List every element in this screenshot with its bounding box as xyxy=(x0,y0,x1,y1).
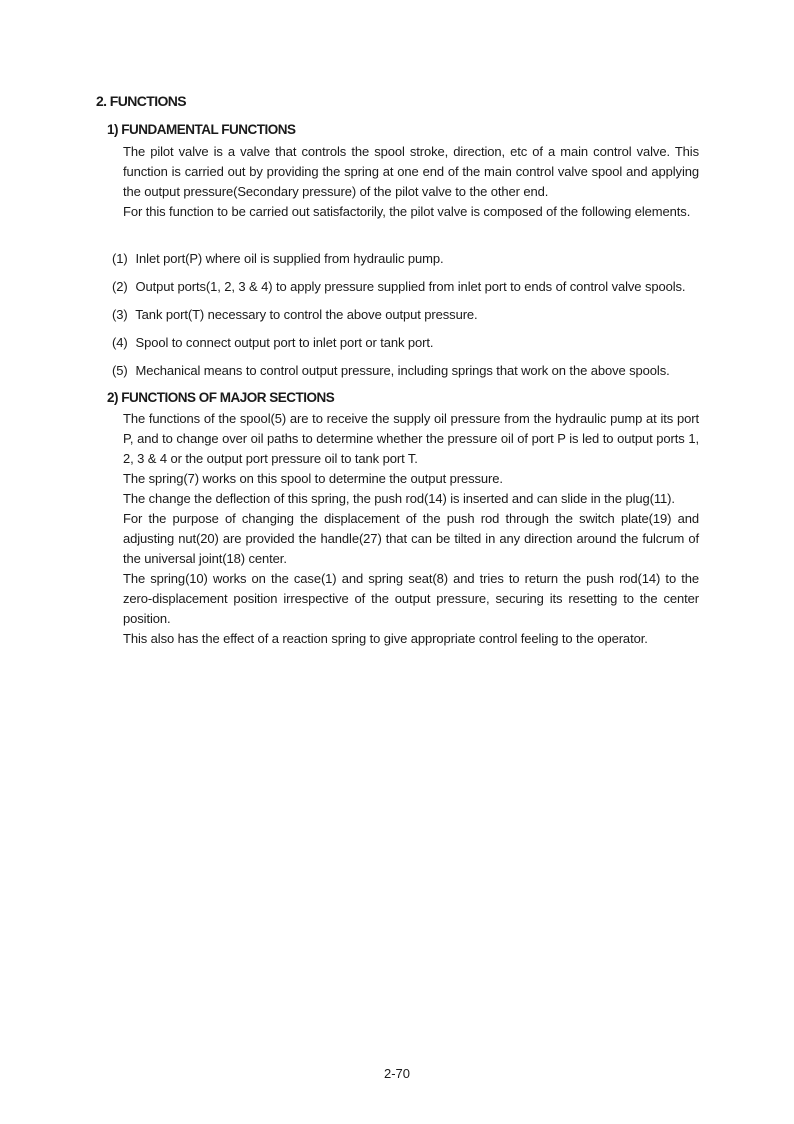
paragraph: The functions of the spool(5) are to receive the supply oil pressure from the hydraulic pump at its port P, and to change over oil paths to determine whether the pressure oil of port P is led to output ports 1, 2, 3 & 4 or the output port pressure oil to tank port T. xyxy=(123,411,699,466)
list-item-text: Output ports(1, 2, 3 & 4) to apply pressure supplied from inlet port to ends of control valve spools. xyxy=(135,279,686,294)
major-sections-body xyxy=(123,409,699,649)
list-item xyxy=(112,279,685,294)
paragraph: The change the deflection of this spring, the push rod(14) is inserted and can slide in the plug(11). xyxy=(123,491,675,506)
list-item-text: Mechanical means to control output pressure, including springs that work on the above spools. xyxy=(135,363,670,378)
section-title: 2. FUNCTIONS xyxy=(96,93,187,109)
list-item xyxy=(112,363,670,378)
list-item xyxy=(112,307,478,322)
paragraph: For this function to be carried out satisfactorily, the pilot valve is composed of the following elements. xyxy=(123,204,691,219)
fundamental-functions-body xyxy=(123,142,699,222)
list-item xyxy=(112,335,433,350)
list-item-text: Tank port(T) necessary to control the above output pressure. xyxy=(135,307,478,322)
list-item-number: (4) xyxy=(112,335,128,350)
list-item-text: Spool to connect output port to inlet port or tank port. xyxy=(135,335,434,350)
list-item-number: (5) xyxy=(112,363,128,378)
paragraph: For the purpose of changing the displacement of the push rod through the switch plate(19) and adjusting nut(20) are provided the handle(27) that can be tilted in any direction around the fulcrum of the universal joint(18) center. xyxy=(123,511,699,566)
paragraph: The pilot valve is a valve that controls the spool stroke, direction, etc of a main control valve. This function is carried out by providing the spring at one end of the main control valve spool and applying the output pressure(Secondary pressure) of the pilot valve to the other end. xyxy=(123,144,699,199)
list-item xyxy=(112,251,444,266)
page-number: 2-70 xyxy=(383,1066,411,1081)
list-item-number: (1) xyxy=(112,251,128,266)
paragraph: The spring(7) works on this spool to determine the output pressure. xyxy=(123,471,503,486)
list-item-number: (2) xyxy=(112,279,128,294)
fundamental-functions-heading: 1) FUNDAMENTAL FUNCTIONS xyxy=(107,122,296,137)
major-sections-heading: 2) FUNCTIONS OF MAJOR SECTIONS xyxy=(107,390,335,405)
list-item-text: Inlet port(P) where oil is supplied from hydraulic pump. xyxy=(135,251,444,266)
paragraph: This also has the effect of a reaction spring to give appropriate control feeling to the operator. xyxy=(123,631,648,646)
paragraph: The spring(10) works on the case(1) and spring seat(8) and tries to return the push rod(14) to the zero-displacement position irrespective of the output pressure, securing its resetting to the center position. xyxy=(123,571,699,626)
list-item-number: (3) xyxy=(112,307,128,322)
